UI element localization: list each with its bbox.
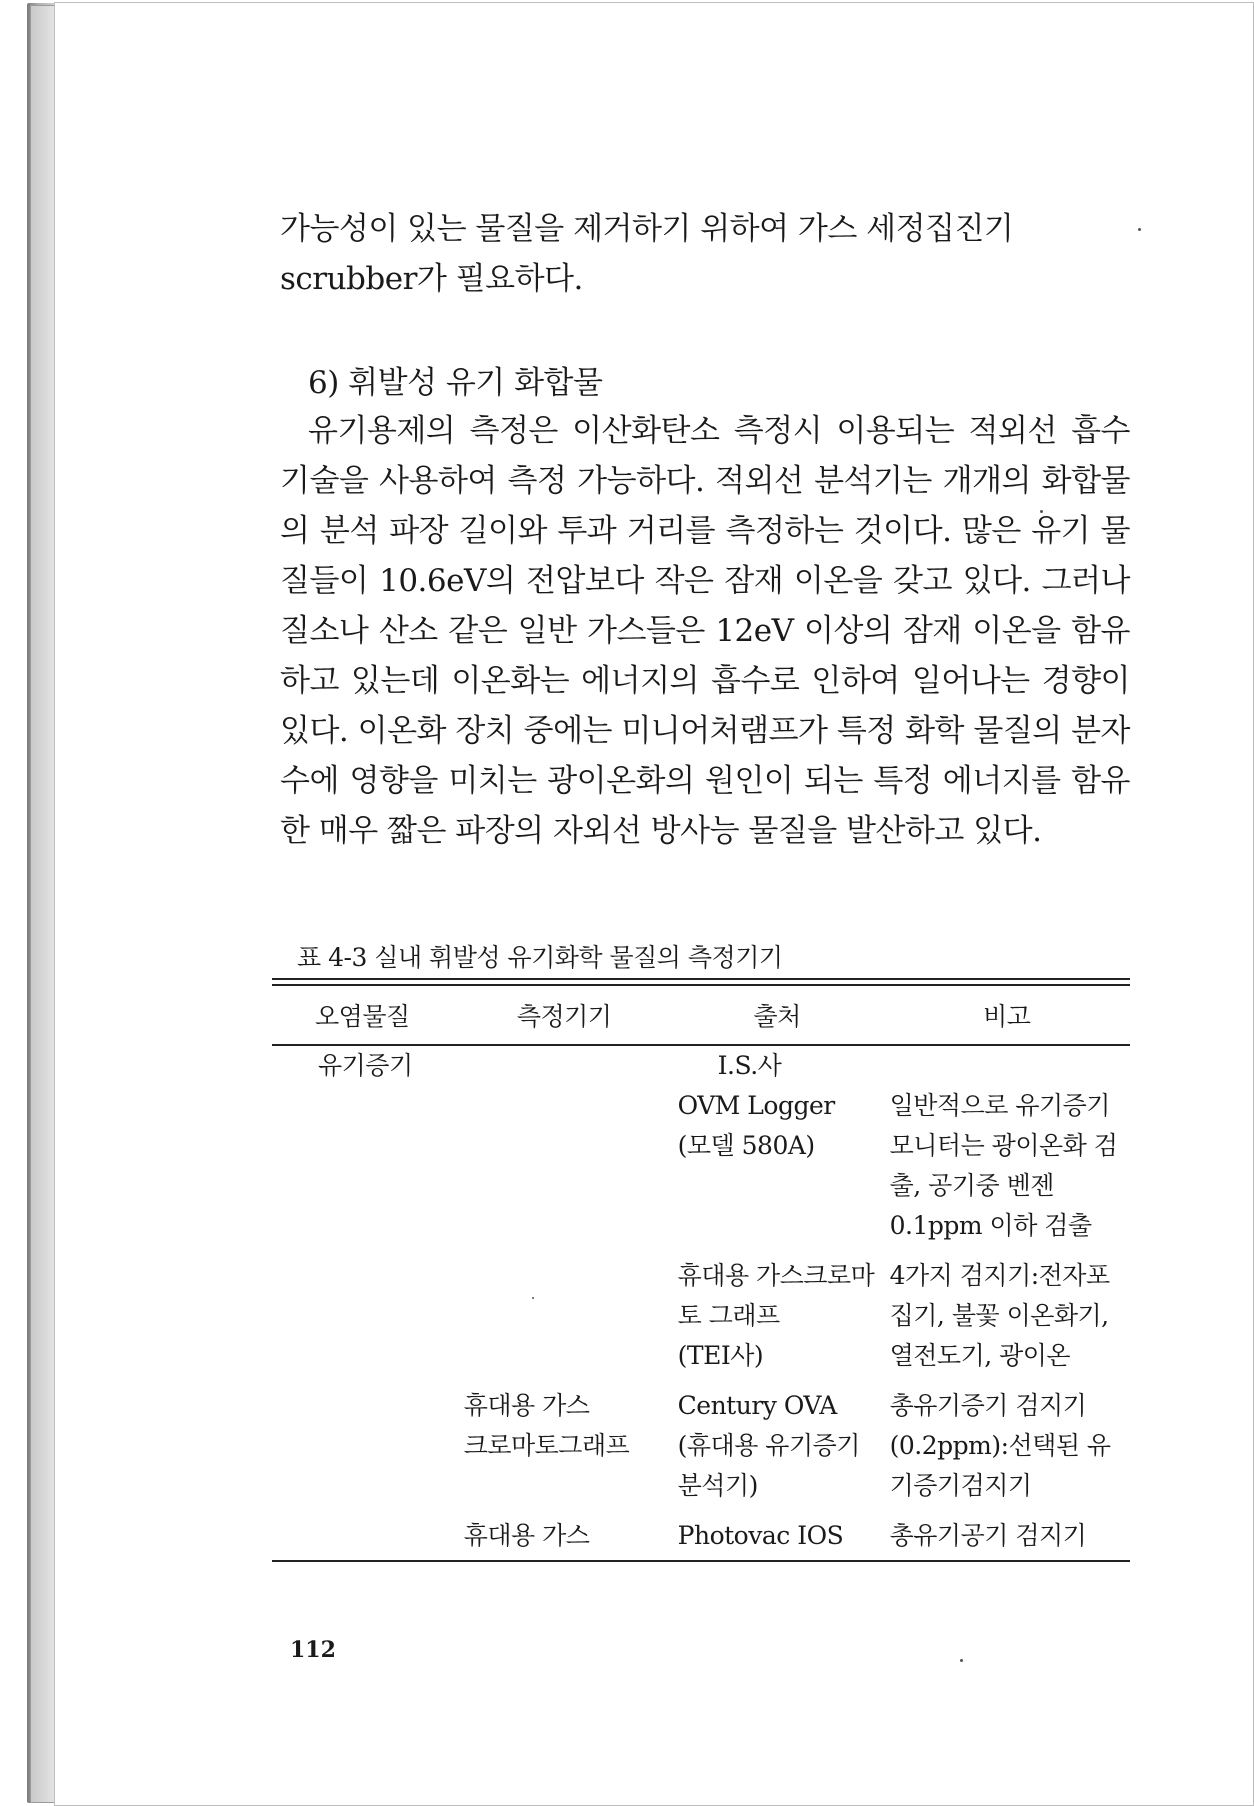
- header-instrument: 측정기기: [454, 986, 666, 1045]
- header-pollutant: 오염물질: [272, 986, 454, 1045]
- table-row: [272, 1246, 1130, 1376]
- table-top-double-rule: [272, 978, 1130, 986]
- header-source: 출처: [666, 986, 878, 1045]
- table-row: [272, 1506, 1130, 1556]
- page-number: 112: [290, 1637, 336, 1663]
- cell-instrument: [454, 1086, 666, 1246]
- table-header-row: [272, 986, 1130, 1045]
- cell-pollutant: [272, 1246, 454, 1376]
- paragraph-scrubber: 가능성이 있는 물질을 제거하기 위하여 가스 세정집진기 scrubber가 필요하다.: [280, 211, 1014, 297]
- cell-source: Century OVA (휴대용 유기증기 분석기): [677, 1391, 860, 1500]
- cell-source: 휴대용 가스크로마토 그래프 (TEI사): [677, 1261, 875, 1370]
- cell-source: OVM Logger (모델 580A): [677, 1091, 835, 1160]
- book-page-edge: [30, 5, 56, 1803]
- cell-instrument: 휴대용 가스 크로마토그래프: [463, 1391, 630, 1460]
- scan-speck: [960, 1659, 963, 1662]
- table-caption: 표 4-3 실내 휘발성 유기화학 물질의 측정기기: [297, 943, 783, 972]
- table-grid: [272, 986, 1130, 1556]
- cell-source: I.S.사: [717, 1051, 782, 1080]
- cell-remarks: 총유기공기 검지기: [889, 1521, 1087, 1550]
- scan-speck: [1040, 510, 1043, 513]
- cell-pollutant: [272, 1086, 454, 1246]
- header-remarks: 비고: [878, 986, 1130, 1045]
- table-row: [272, 1045, 1130, 1086]
- cell-remarks: 총유기증기 검지기 (0.2ppm):선택된 유기증기검지기: [889, 1391, 1111, 1500]
- scan-speck: [1138, 228, 1141, 231]
- cell-instrument: [454, 1045, 666, 1086]
- paragraph-voc-measurement: 유기용제의 측정은 이산화탄소 측정시 이용되는 적외선 흡수 기술을 사용하여 측정 가능하다. 적외선 분석기는 개개의 화합물의 분석 파장 길이와 투과 거리를 측정하는 것이다. 많은 유기 물질들이 10.6eV의 전압보다 작은 잠재 이온을 갖고 있다. 그러나 질소나 산소 같은 일반 가스들은 12eV 이상의 잠재 이온을 함유하고 있는데 이온화는 에너지의 흡수로 인하여 일어나는 경향이 있다. 이온화 장치 중에는 미니어처램프가 특정 화학 물질의 분자수에 영향을 미치는 광이온화의 원인이 되는 특정 에너지를 함유한 매우 짧은 파장의 자외선 방사능 물질을 발산하고 있다.: [280, 413, 1130, 849]
- section-heading-voc: 6) 휘발성 유기 화합물: [308, 365, 603, 401]
- table-bottom-rule: [272, 1560, 1130, 1562]
- scan-speck: [532, 1297, 534, 1299]
- cell-remarks: [878, 1045, 1130, 1086]
- cell-instrument: [454, 1246, 666, 1376]
- cell-remarks: 일반적으로 유기증기 모니터는 광이온화 검출, 공기중 벤젠 0.1ppm 이하 검출: [889, 1091, 1118, 1240]
- cell-pollutant: 유기증기: [318, 1051, 413, 1080]
- measurement-table: [272, 978, 1130, 1562]
- cell-pollutant: [272, 1506, 454, 1556]
- cell-instrument: 휴대용 가스: [463, 1521, 590, 1550]
- cell-pollutant: [272, 1376, 454, 1506]
- cell-source: Photovac IOS: [677, 1521, 844, 1550]
- cell-remarks: 4가지 검지기:전자포집기, 불꽃 이온화기, 열전도기, 광이온: [889, 1261, 1110, 1370]
- table-row: [272, 1086, 1130, 1246]
- table-row: [272, 1376, 1130, 1506]
